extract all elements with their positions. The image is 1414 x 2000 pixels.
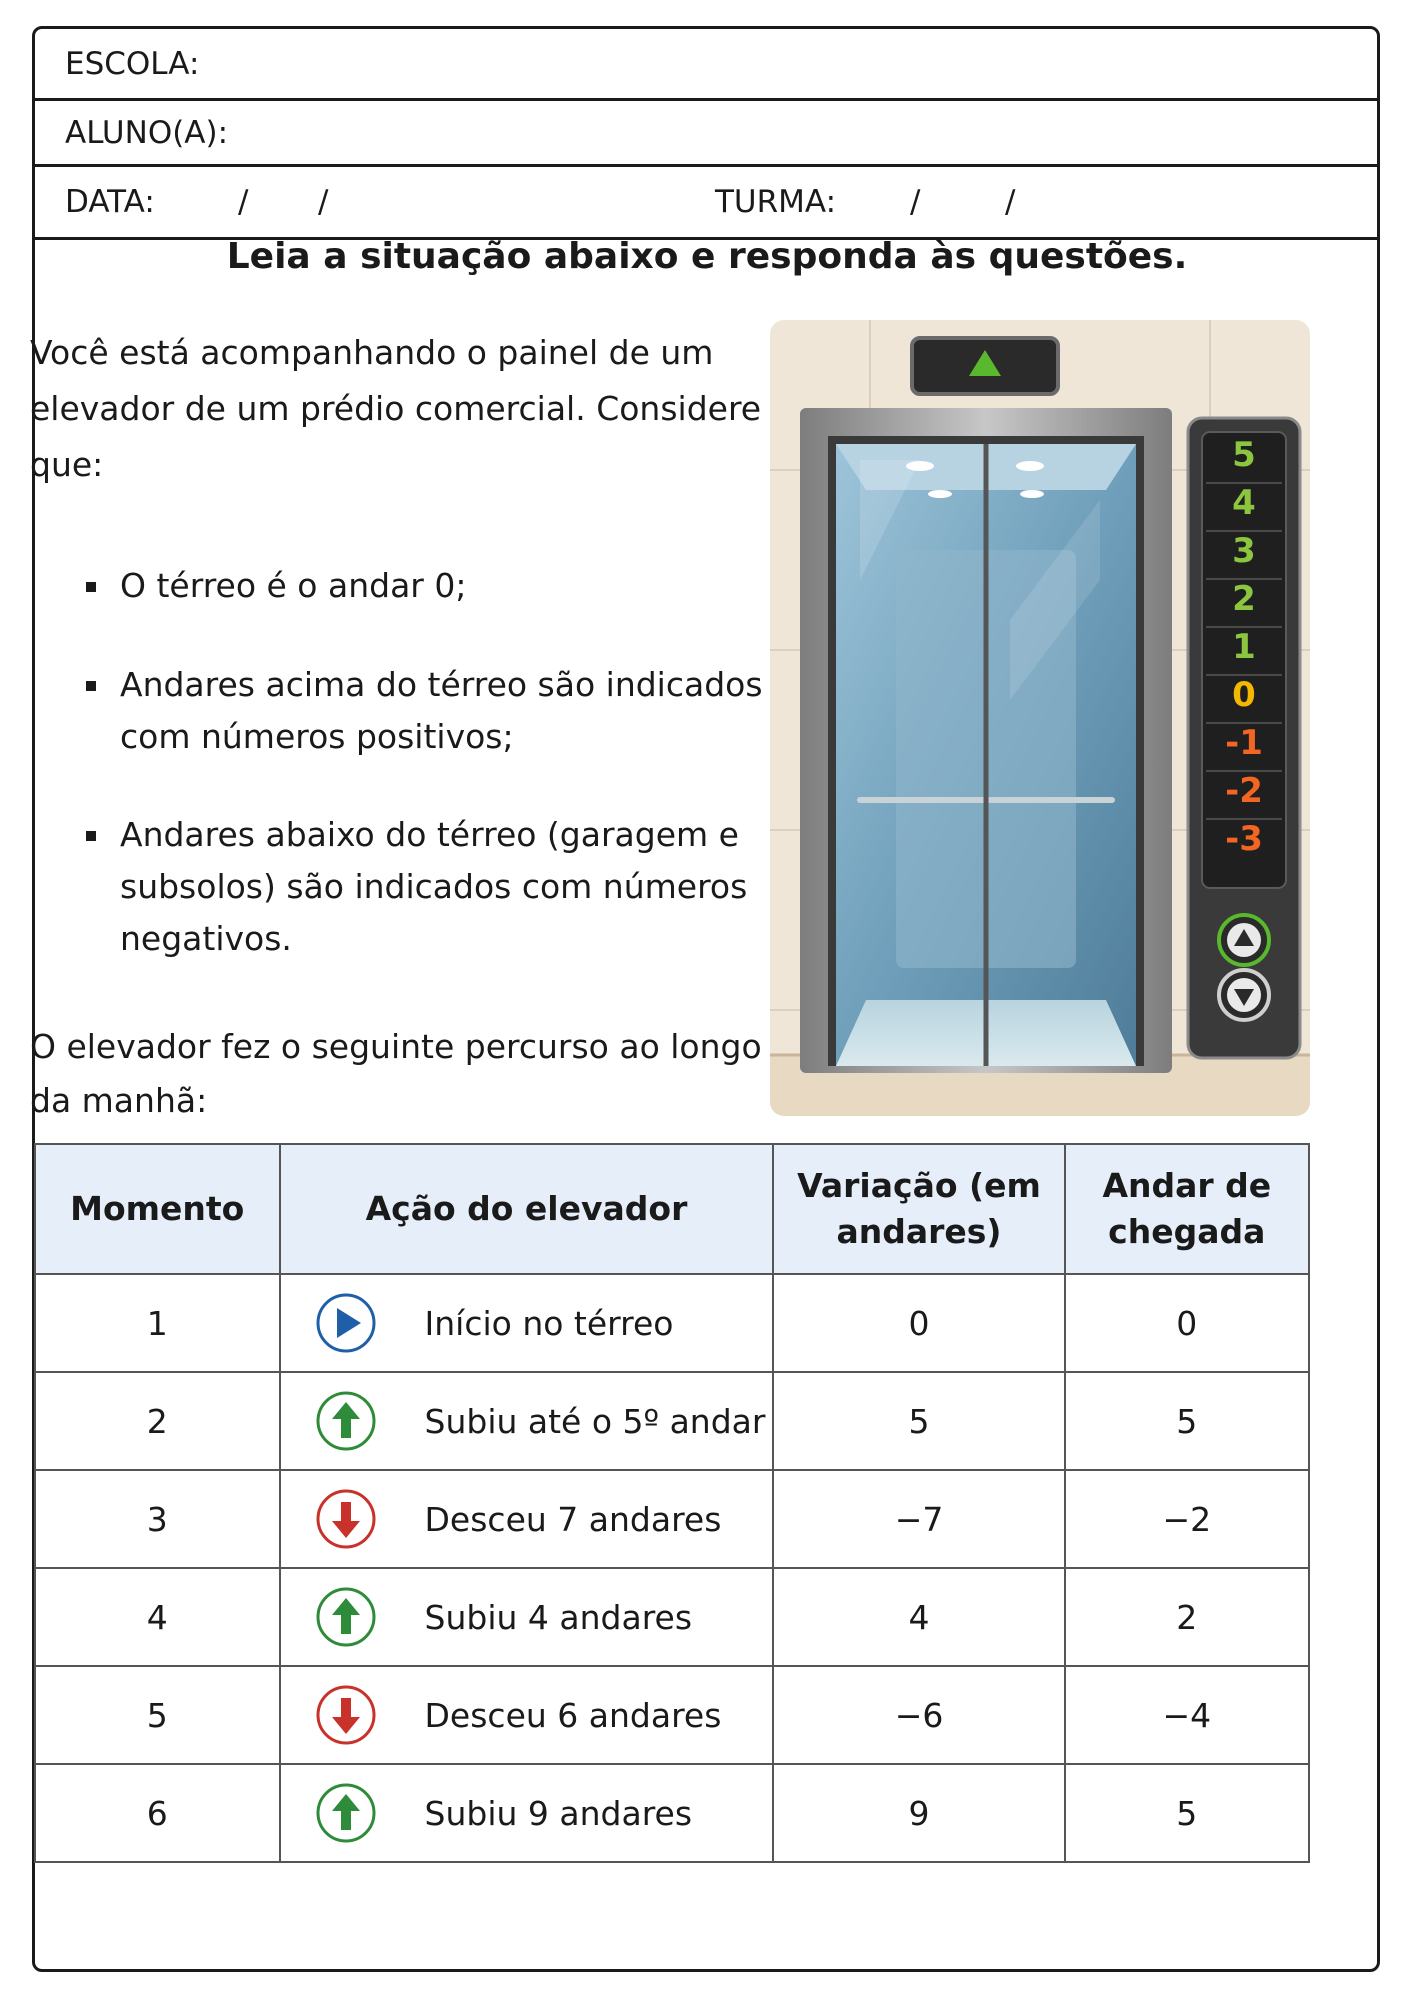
data-slash-1: / bbox=[238, 184, 249, 220]
elevator-illustration bbox=[770, 320, 1310, 1116]
table-row bbox=[35, 1470, 1309, 1568]
andar-cell: 5 bbox=[1065, 1372, 1309, 1470]
momento-cell: 4 bbox=[35, 1568, 280, 1666]
floor-label: -3 bbox=[1225, 819, 1263, 859]
momento-cell: 3 bbox=[35, 1470, 280, 1568]
rule-item: Andares abaixo do térreo (garagem e subsolos) são indicados com números negativos. bbox=[60, 809, 790, 965]
arrow-up-icon bbox=[315, 1586, 377, 1648]
arrow-down-icon bbox=[315, 1684, 377, 1746]
route-paragraph: O elevador fez o seguinte percurso ao longo da manhã: bbox=[30, 1027, 762, 1120]
momento-cell: 2 bbox=[35, 1372, 280, 1470]
header-andar: Andar de chegada bbox=[1065, 1144, 1309, 1274]
acao-cell bbox=[280, 1666, 774, 1764]
variacao-cell: −6 bbox=[773, 1666, 1064, 1764]
header-variacao: Variação (em andares) bbox=[773, 1144, 1064, 1274]
variacao-cell: 0 bbox=[773, 1274, 1064, 1372]
momento-cell: 5 bbox=[35, 1666, 280, 1764]
momento-cell: 6 bbox=[35, 1764, 280, 1862]
data-slash-2: / bbox=[318, 184, 329, 220]
acao-text: Início no térreo bbox=[424, 1303, 674, 1343]
acao-cell bbox=[280, 1274, 774, 1372]
acao-text: Desceu 7 andares bbox=[424, 1499, 722, 1539]
floor-label: 0 bbox=[1232, 675, 1256, 715]
variacao-cell: 4 bbox=[773, 1568, 1064, 1666]
floor-label: 1 bbox=[1232, 627, 1256, 667]
floor-label: 4 bbox=[1232, 483, 1256, 523]
turma-label: TURMA: bbox=[715, 184, 837, 220]
table-row bbox=[35, 1666, 1309, 1764]
arrow-up-icon bbox=[315, 1782, 377, 1844]
table-row bbox=[35, 1274, 1309, 1372]
acao-text: Subiu até o 5º andar bbox=[424, 1401, 766, 1441]
elevator-route-table bbox=[34, 1143, 1310, 1863]
intro-paragraph: Você está acompanhando o painel de um elevador de um prédio comercial. Considere que: bbox=[30, 333, 762, 484]
floor-label: 3 bbox=[1232, 531, 1256, 571]
andar-cell: 5 bbox=[1065, 1764, 1309, 1862]
table-row bbox=[35, 1764, 1309, 1862]
play-icon bbox=[315, 1292, 377, 1354]
momento-cell: 1 bbox=[35, 1274, 280, 1372]
rule-item: O térreo é o andar 0; bbox=[60, 560, 790, 612]
table-header-row bbox=[35, 1144, 1309, 1274]
acao-cell bbox=[280, 1568, 774, 1666]
acao-cell bbox=[280, 1372, 774, 1470]
variacao-cell: 9 bbox=[773, 1764, 1064, 1862]
acao-cell bbox=[280, 1470, 774, 1568]
header-acao: Ação do elevador bbox=[280, 1144, 774, 1274]
rules-list bbox=[60, 560, 790, 965]
turma-slash-1: / bbox=[910, 184, 921, 220]
rule-item: Andares acima do térreo são indicados com números positivos; bbox=[60, 659, 790, 763]
data-turma-row bbox=[35, 167, 1377, 240]
floor-label: 2 bbox=[1232, 579, 1256, 619]
variacao-cell: −7 bbox=[773, 1470, 1064, 1568]
acao-text: Subiu 9 andares bbox=[424, 1793, 693, 1833]
instructions-title: Leia a situação abaixo e responda às questões. bbox=[226, 236, 1188, 277]
variacao-cell: 5 bbox=[773, 1372, 1064, 1470]
andar-cell: 0 bbox=[1065, 1274, 1309, 1372]
acao-text: Desceu 6 andares bbox=[424, 1695, 722, 1735]
acao-cell bbox=[280, 1764, 774, 1862]
turma-slash-2: / bbox=[1005, 184, 1016, 220]
aluno-row bbox=[35, 101, 1377, 167]
table-row bbox=[35, 1568, 1309, 1666]
arrow-down-icon bbox=[315, 1488, 377, 1550]
andar-cell: 2 bbox=[1065, 1568, 1309, 1666]
floor-label: 5 bbox=[1232, 435, 1256, 475]
escola-label: ESCOLA: bbox=[65, 45, 200, 82]
aluno-label: ALUNO(A): bbox=[65, 114, 229, 151]
floor-label: -2 bbox=[1225, 771, 1263, 811]
floor-label: -1 bbox=[1225, 723, 1263, 763]
arrow-up-icon bbox=[315, 1390, 377, 1452]
acao-text: Subiu 4 andares bbox=[424, 1597, 693, 1637]
table-row bbox=[35, 1372, 1309, 1470]
andar-cell: −2 bbox=[1065, 1470, 1309, 1568]
andar-cell: −4 bbox=[1065, 1666, 1309, 1764]
data-label: DATA: bbox=[65, 184, 155, 220]
header-momento: Momento bbox=[35, 1144, 280, 1274]
escola-row bbox=[35, 29, 1377, 101]
